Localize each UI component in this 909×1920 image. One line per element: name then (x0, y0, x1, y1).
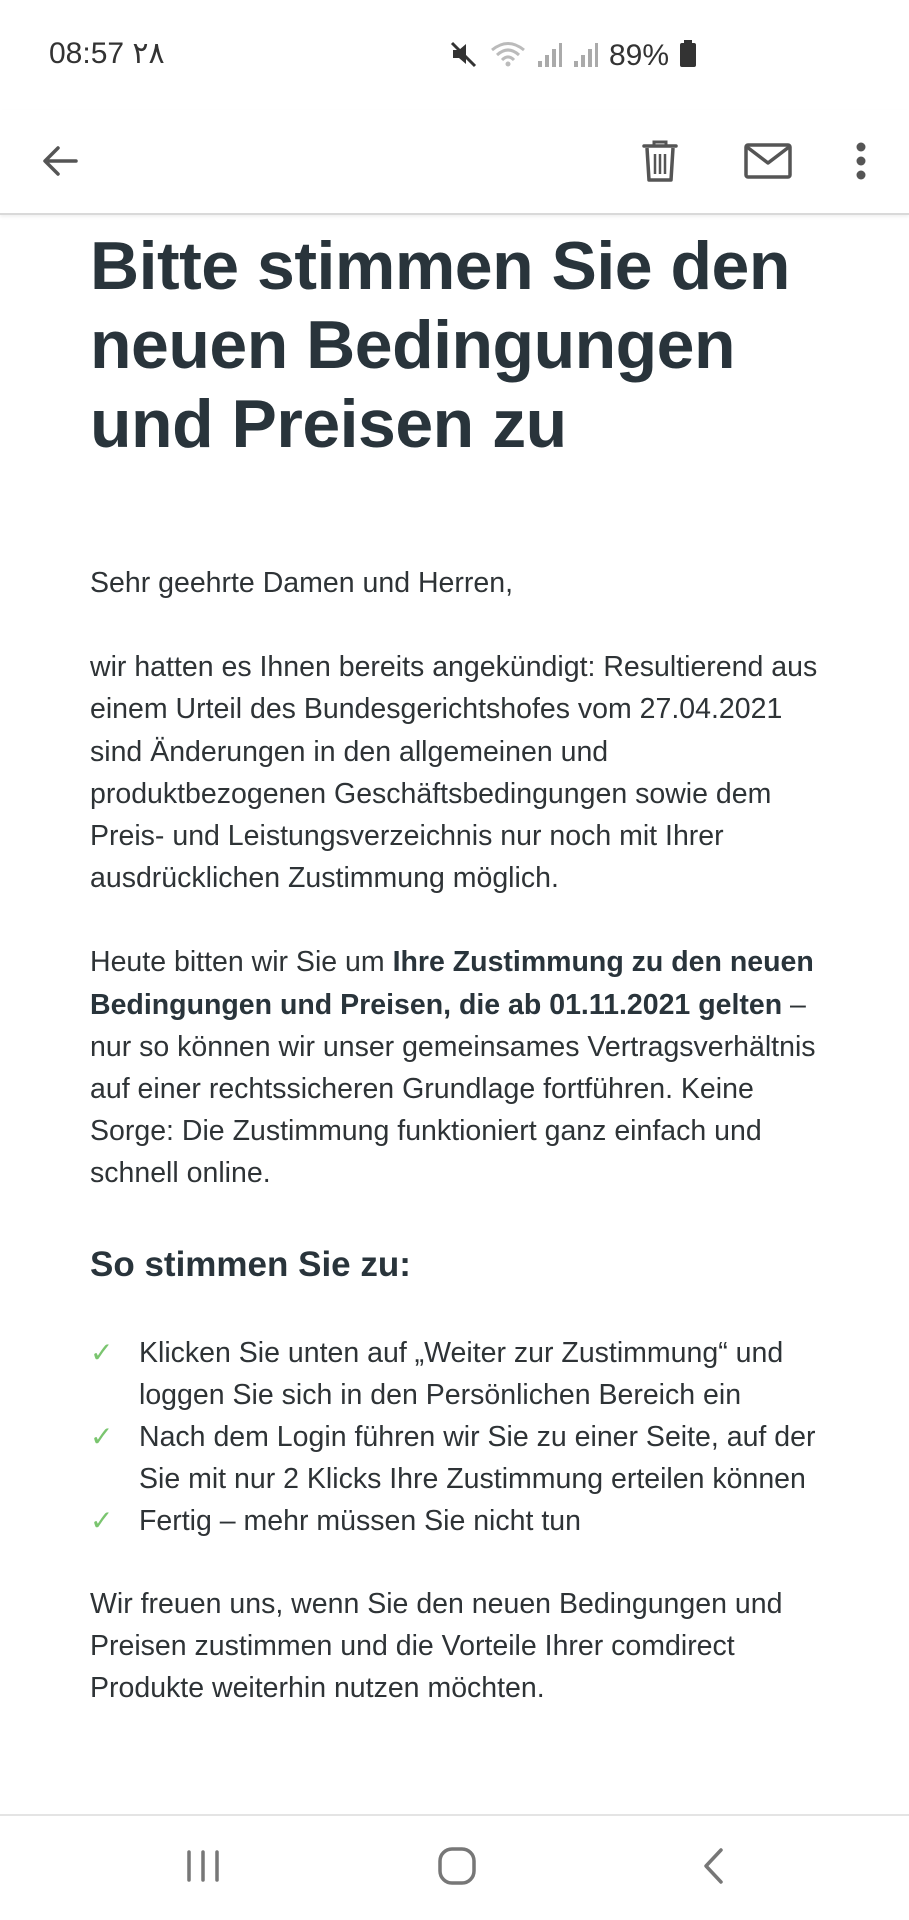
status-time: 08:57 ٢٨ (49, 37, 165, 70)
status-bar (0, 0, 909, 110)
signal-icon-2 (573, 39, 599, 74)
home-icon (437, 1846, 477, 1891)
paragraph-request (90, 941, 830, 1194)
check-icon: ✓ (90, 1336, 114, 1368)
more-vert-icon (855, 141, 867, 186)
wifi-icon (489, 39, 527, 74)
battery-icon (679, 39, 697, 74)
step-text: Nach dem Login führen wir Sie zu einer Seite, auf der Sie mit nur 2 Klicks Ihre Zustimmung erteilen können (139, 1421, 816, 1496)
delete-icon (642, 139, 678, 188)
back-button[interactable] (25, 128, 95, 198)
system-back-button[interactable] (673, 1838, 753, 1898)
greeting: Sehr geehrte Damen und Herren, (90, 567, 513, 599)
check-icon: ✓ (90, 1505, 114, 1537)
steps-list (90, 1332, 830, 1543)
system-nav-bar (0, 1814, 909, 1920)
mute-icon (449, 39, 479, 74)
home-button[interactable] (417, 1838, 497, 1898)
delete-button[interactable] (625, 128, 695, 198)
email-body (90, 215, 830, 1709)
recent-apps-icon (185, 1850, 221, 1887)
list-item (90, 1500, 830, 1542)
battery-percent: 89% (609, 39, 670, 72)
mail-icon (744, 143, 792, 184)
check-icon: ✓ (90, 1421, 114, 1453)
system-back-icon (701, 1846, 725, 1891)
list-item (90, 1416, 830, 1500)
email-app-bar (0, 110, 909, 215)
paragraph-request-start: Heute bitten wir Sie um (90, 946, 393, 979)
email-headline: Bitte stimmen Sie den neuen Bedingungen und Preisen zu (90, 228, 790, 462)
step-text: Fertig – mehr müssen Sie nicht tun (139, 1505, 581, 1538)
back-arrow-icon (40, 141, 80, 186)
paragraph-intro: wir hatten es Ihnen bereits angekündigt: Resultierend aus einem Urteil des Bundesgerichtshofes vom 27.04.2021 sind Änderungen in den allgemeinen und produktbezogenen Geschäftsbedingungen sowie dem Preis- und Leistungsverzeichnis nur noch mit Ihrer ausdrücklichen Zustimmung möglich. (90, 651, 818, 895)
steps-heading: So stimmen Sie zu: (90, 1244, 411, 1284)
paragraph-closing: Wir freuen uns, wenn Sie den neuen Bedingungen und Preisen zustimmen und die Vorteile Ihrer comdirect Produkte weiterhin nutzen möchten. (90, 1587, 783, 1705)
step-text: Klicken Sie unten auf „Weiter zur Zustimmung“ und loggen Sie sich in den Persönlichen Bereich ein (139, 1336, 784, 1411)
more-options-button[interactable] (826, 128, 896, 198)
signal-icon (537, 39, 563, 74)
paragraph-request-bold: Ihre Zustimmung zu den neuen Bedingungen und Preisen, die ab 01.11.2021 gelten (90, 946, 814, 1021)
list-item (90, 1332, 830, 1416)
paragraph-request-end: – nur so können wir unser gemeinsames Vertragsverhältnis auf einer rechtssicheren Grundlage fortführen. Keine Sorge: Die Zustimmung funktioniert ganz einfach und schnell online. (90, 988, 816, 1190)
recent-apps-button[interactable] (163, 1838, 243, 1898)
status-icons (449, 36, 697, 76)
mark-unread-button[interactable] (733, 128, 803, 198)
